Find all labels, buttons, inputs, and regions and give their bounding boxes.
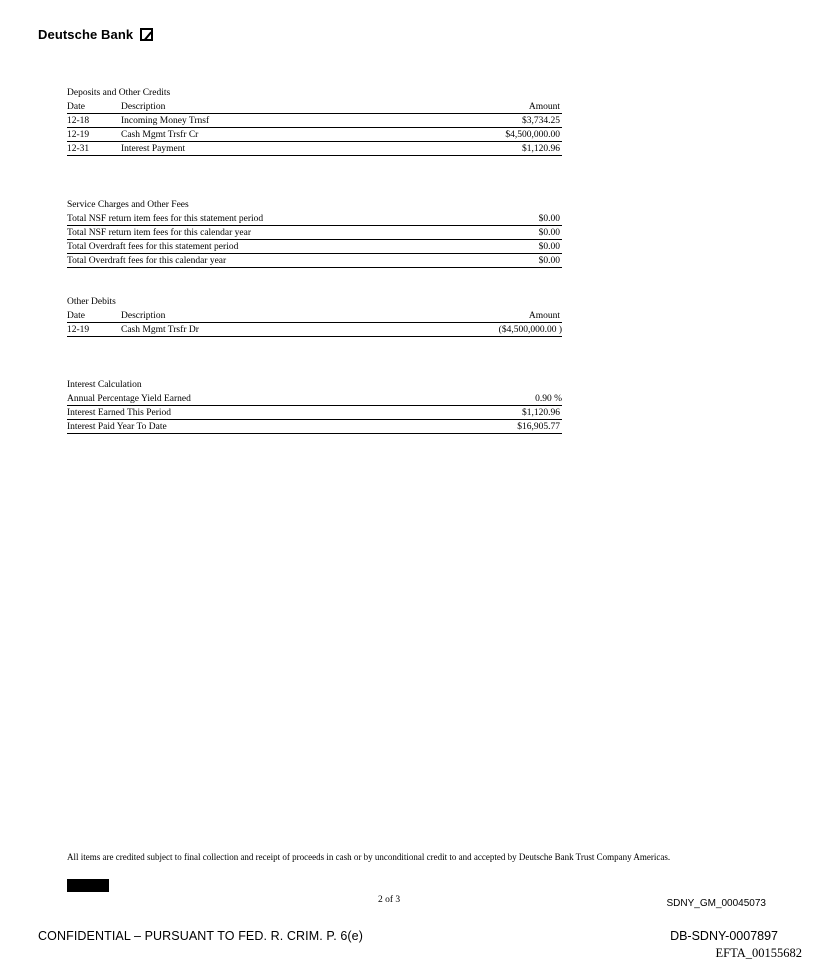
- fees-section: [67, 198, 562, 268]
- deutsche-bank-slash-logo-icon: [140, 28, 153, 41]
- column-header-date: Date: [67, 311, 85, 321]
- bates-number-sdny-gm: SDNY_GM_00045073: [666, 898, 766, 909]
- debits-section: [67, 295, 562, 337]
- table-header: [67, 309, 562, 323]
- row-description: Cash Mgmt Trsfr Cr: [121, 130, 199, 140]
- table-row: [67, 142, 562, 156]
- row-amount: $0.00: [538, 242, 560, 252]
- row-label: Interest Paid Year To Date: [67, 422, 167, 432]
- row-label: Annual Percentage Yield Earned: [67, 394, 191, 404]
- bank-logo: [38, 27, 153, 42]
- row-amount: $1,120.96: [522, 408, 560, 418]
- redaction-block: [67, 879, 109, 892]
- table-row: [67, 212, 562, 226]
- row-label: Total NSF return item fees for this calendar year: [67, 228, 251, 238]
- row-amount: $0.00: [538, 214, 560, 224]
- deposits-section: [67, 86, 562, 156]
- row-label: Total NSF return item fees for this statement period: [67, 214, 264, 224]
- section-title: Other Debits: [67, 297, 116, 307]
- row-amount: $16,905.77: [517, 422, 560, 432]
- row-amount: $3,734.25: [522, 116, 560, 126]
- table-row: [67, 420, 562, 434]
- row-amount: $0.00: [538, 228, 560, 238]
- row-date: 12-19: [67, 325, 90, 335]
- row-amount: $0.00: [538, 256, 560, 266]
- section-title: Deposits and Other Credits: [67, 88, 171, 98]
- table-row: [67, 392, 562, 406]
- section-title: Service Charges and Other Fees: [67, 200, 189, 210]
- column-header-date: Date: [67, 102, 85, 112]
- table-row: [67, 254, 562, 268]
- column-header-amount: Amount: [528, 102, 560, 112]
- confidential-notice: CONFIDENTIAL – PURSUANT TO FED. R. CRIM. P. 6(e): [38, 929, 363, 943]
- row-description: Incoming Money Trnsf: [121, 116, 210, 126]
- table-row: [67, 406, 562, 420]
- row-amount: $4,500,000.00: [505, 130, 560, 140]
- row-description: Interest Payment: [121, 144, 186, 154]
- disclaimer-text: All items are credited subject to final collection and receipt of proceeds in cash or by unconditional credit to and accepted by Deutsche Bank Trust Company Americas.: [67, 852, 671, 862]
- table-header: [67, 100, 562, 114]
- row-amount: ($4,500,000.00 ): [498, 325, 562, 335]
- table-row: [67, 128, 562, 142]
- bates-number-db: DB-SDNY-0007897: [670, 929, 778, 943]
- bates-number-efta: EFTA_00155682: [715, 946, 802, 960]
- row-date: 12-18: [67, 116, 90, 126]
- row-label: Total Overdraft fees for this calendar year: [67, 256, 227, 266]
- table-row: [67, 114, 562, 128]
- interest-section: [67, 378, 562, 434]
- row-date: 12-31: [67, 144, 90, 154]
- column-header-description: Description: [121, 102, 166, 112]
- row-description: Cash Mgmt Trsfr Dr: [121, 325, 199, 335]
- page-number: 2 of 3: [378, 895, 401, 905]
- table-row: [67, 226, 562, 240]
- bank-name: Deutsche Bank: [38, 27, 134, 42]
- table-row: [67, 323, 562, 337]
- row-label: Interest Earned This Period: [67, 408, 172, 418]
- table-row: [67, 240, 562, 254]
- section-title: Interest Calculation: [67, 380, 142, 390]
- row-amount: $1,120.96: [522, 144, 560, 154]
- column-header-amount: Amount: [528, 311, 560, 321]
- column-header-description: Description: [121, 311, 166, 321]
- row-date: 12-19: [67, 130, 90, 140]
- row-amount: 0.90 %: [535, 394, 562, 404]
- row-label: Total Overdraft fees for this statement period: [67, 242, 239, 252]
